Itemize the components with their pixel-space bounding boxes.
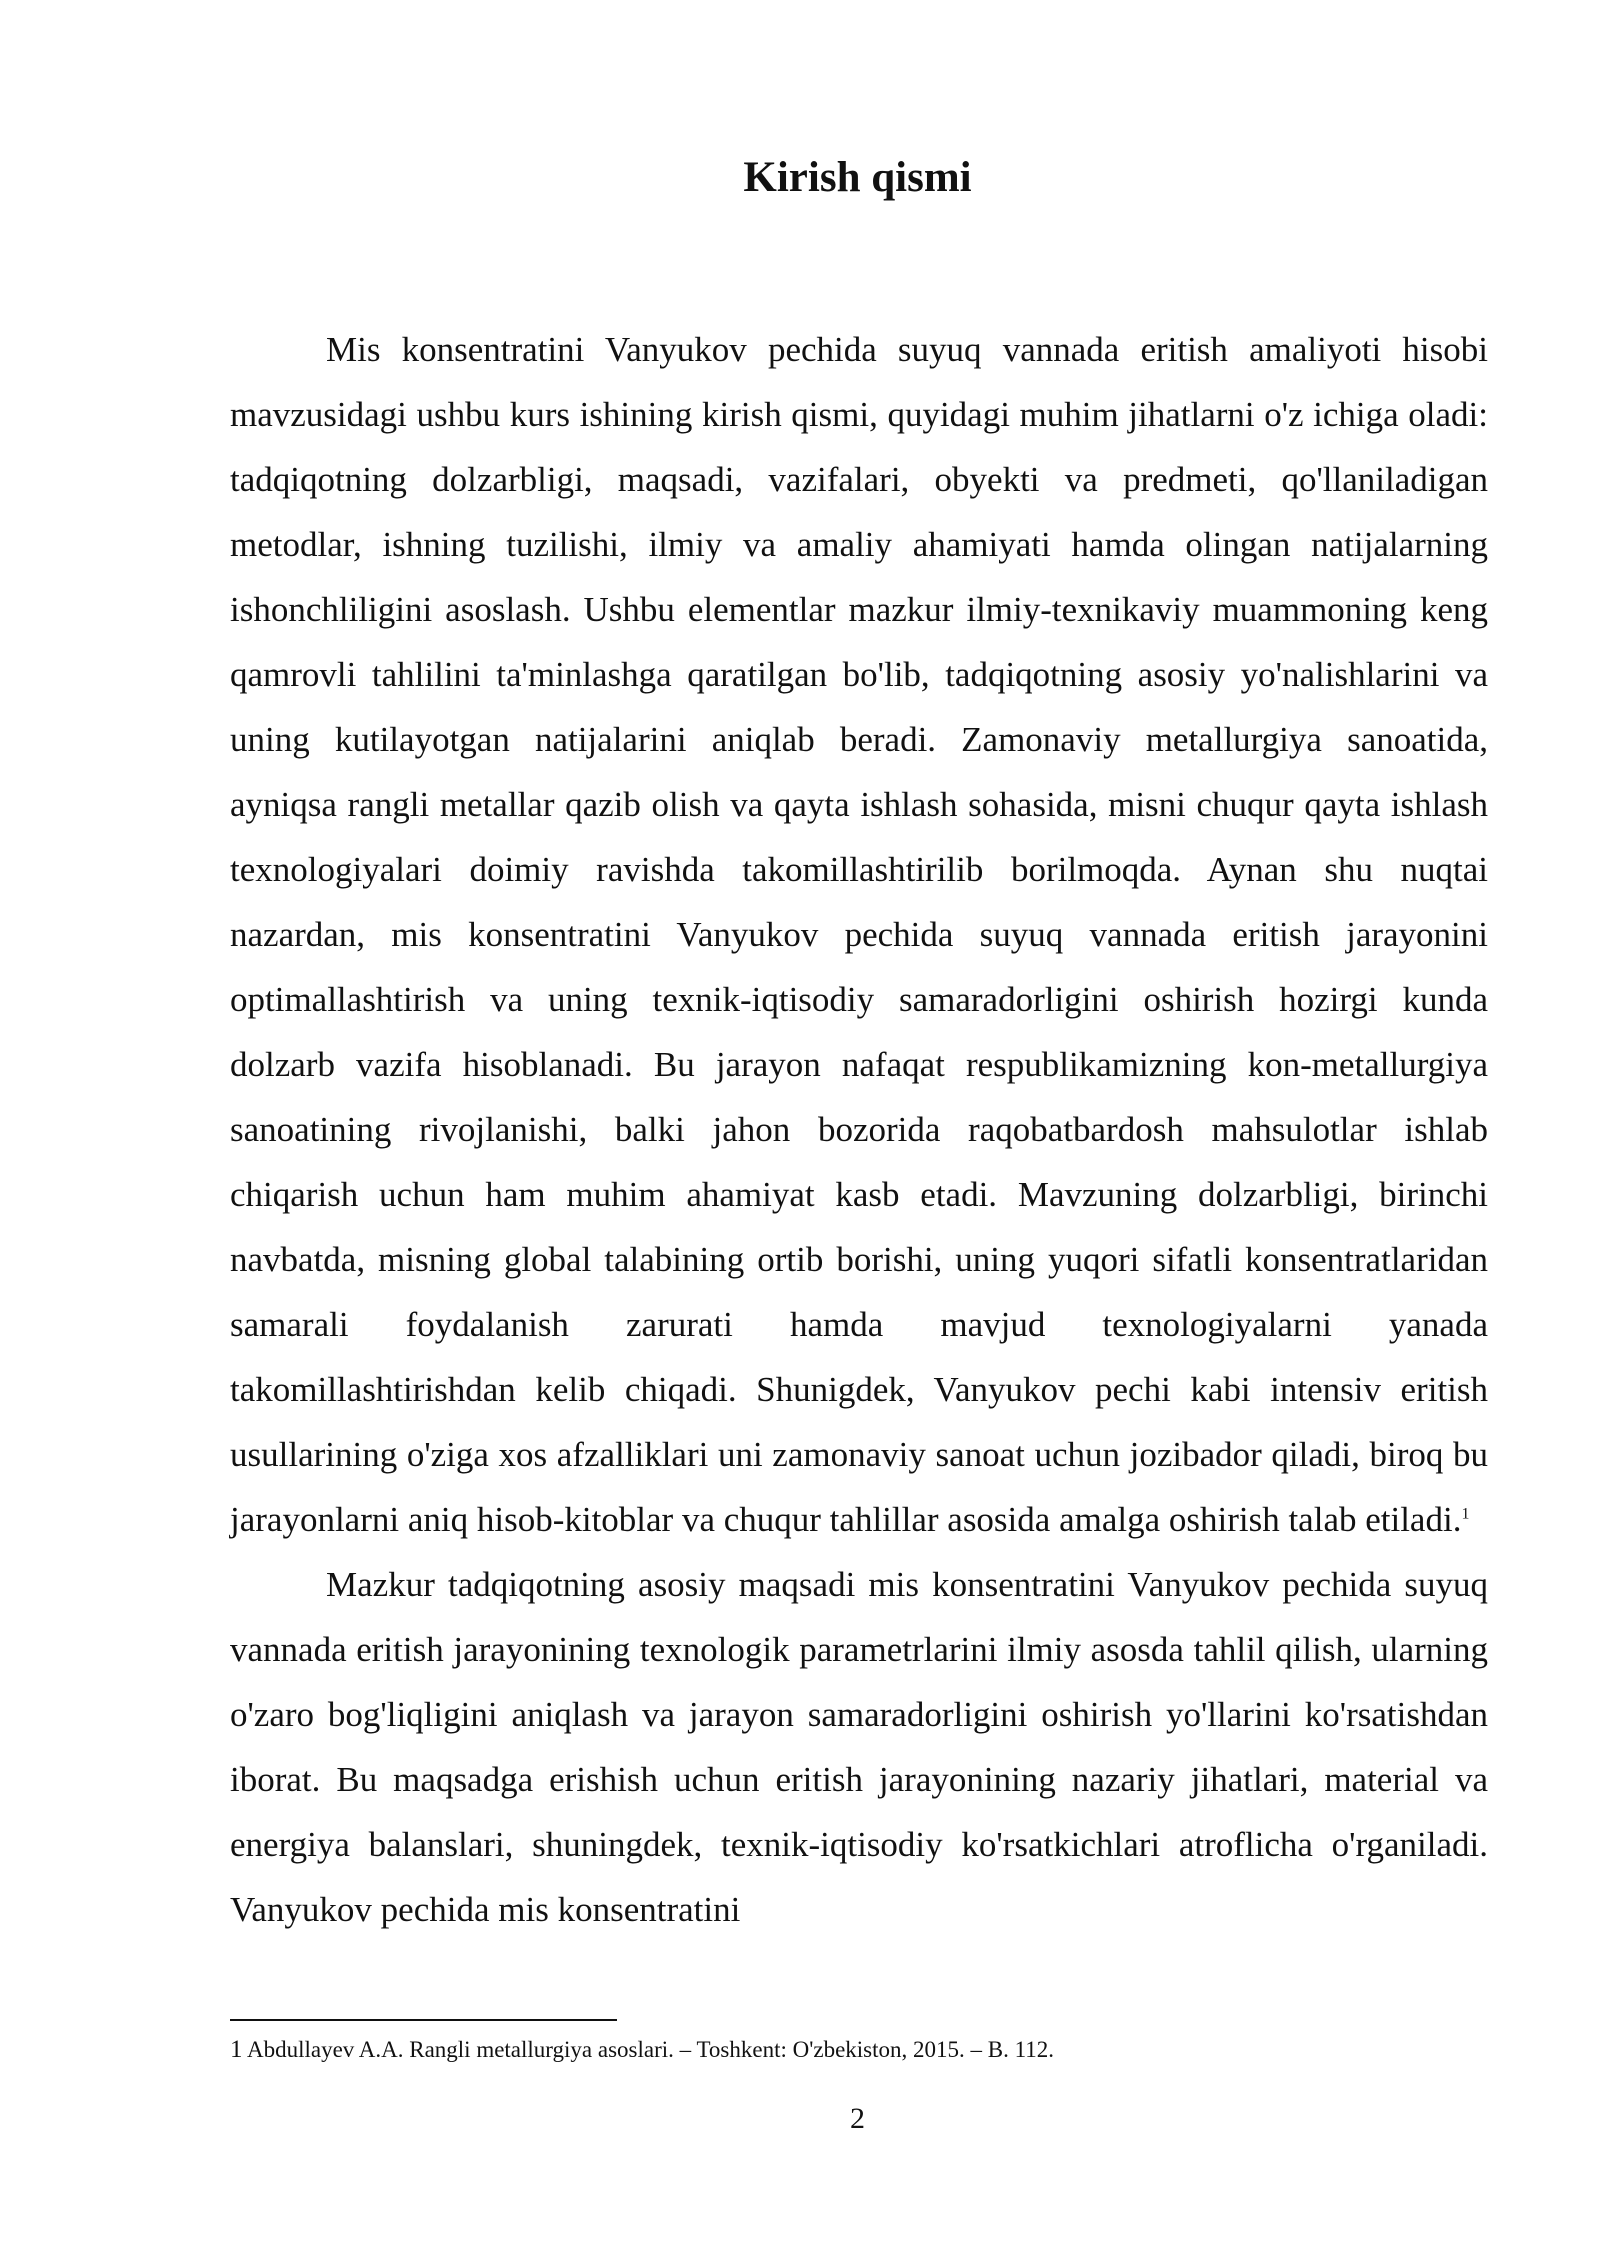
- page-number: 2: [850, 2102, 865, 2135]
- footnote-number: 1: [230, 2036, 243, 2063]
- footnote-divider: [230, 2019, 617, 2021]
- footnote-text: Abdullayev A.A. Rangli metallurgiya asoslari. – Toshkent: O'zbekiston, 2015. – B. 112.: [246, 2037, 1055, 2062]
- page-title: Kirish qismi: [743, 154, 972, 201]
- footnote-reference[interactable]: 1: [1461, 1505, 1470, 1523]
- paragraph-2: [230, 1552, 1488, 1942]
- paragraph-2-text: Mazkur tadqiqotning asosiy maqsadi mis konsentratini Vanyukov pechida suyuq vannada eritish jarayonining texnologik parametrlarini ilmiy asosda tahlil qilish, ularning o'zaro bog'liqligini aniqlash va jarayon samaradorligini oshirish yo'llarini ko'rsatishdan iborat. Bu maqsadga erishish uchun eritish jarayonining nazariy jihatlari, material va energiya balanslari, shuningdek, texnik-iqtisodiy ko'rsatkichlari atroflicha o'rganiladi. Vanyukov pechida mis konsentratini: [230, 1565, 1488, 1929]
- paragraph-1-text: Mis konsentratini Vanyukov pechida suyuq vannada eritish amaliyoti hisobi mavzusidagi ushbu kurs ishining kirish qismi, quyidagi muhim jihatlarni o'z ichiga oladi: tadqiqotning dolzarbligi, maqsadi, vazifalari, obyekti va predmeti, qo'llaniladigan metodlar, ishning tuzilishi, ilmiy va amaliy ahamiyati hamda olingan natijalarning ishonchliligini asoslash. Ushbu elementlar mazkur ilmiy-texnikaviy muammoning keng qamrovli tahlilini ta'minlashga qaratilgan bo'lib, tadqiqotning asosiy yo'nalishlarini va uning kutilayotgan natijalarini aniqlab beradi. Zamonaviy metallurgiya sanoatida, ayniqsa rangli metallar qazib olish va qayta ishlash sohasida, misni chuqur qayta ishlash texnologiyalari doimiy ravishda takomillashtirilib borilmoqda. Aynan shu nuqtai nazardan, mis konsentratini Vanyukov pechida suyuq vannada eritish jarayonini optimallashtirish va uning texnik-iqtisodiy samaradorligini oshirish hozirgi kunda dolzarb vazifa hisoblanadi. Bu jarayon nafaqat respublikamizning kon-metallurgiya sanoatining rivojlanishi, balki jahon bozorida raqobatbardosh mahsulotlar ishlab chiqarish uchun ham muhim ahamiyat kasb etadi. Mavzuning dolzarbligi, birinchi navbatda, misning global talabining ortib borishi, uning yuqori sifatli konsentratlaridan samarali foydalanish zarurati hamda mavjud texnologiyalarni yanada takomillashtirishdan kelib chiqadi. Shunigdek, Vanyukov pechi kabi intensiv eritish usullarining o'ziga xos afzalliklari uni zamonaviy sanoat uchun jozibador qiladi, biroq bu jarayonlarni aniq hisob-kitoblar va chuqur tahlillar asosida amalga oshirish talab etiladi.: [230, 330, 1488, 1539]
- paragraph-1: [230, 317, 1488, 1552]
- footnote: [230, 2035, 1488, 2065]
- body-text: [230, 317, 1488, 1942]
